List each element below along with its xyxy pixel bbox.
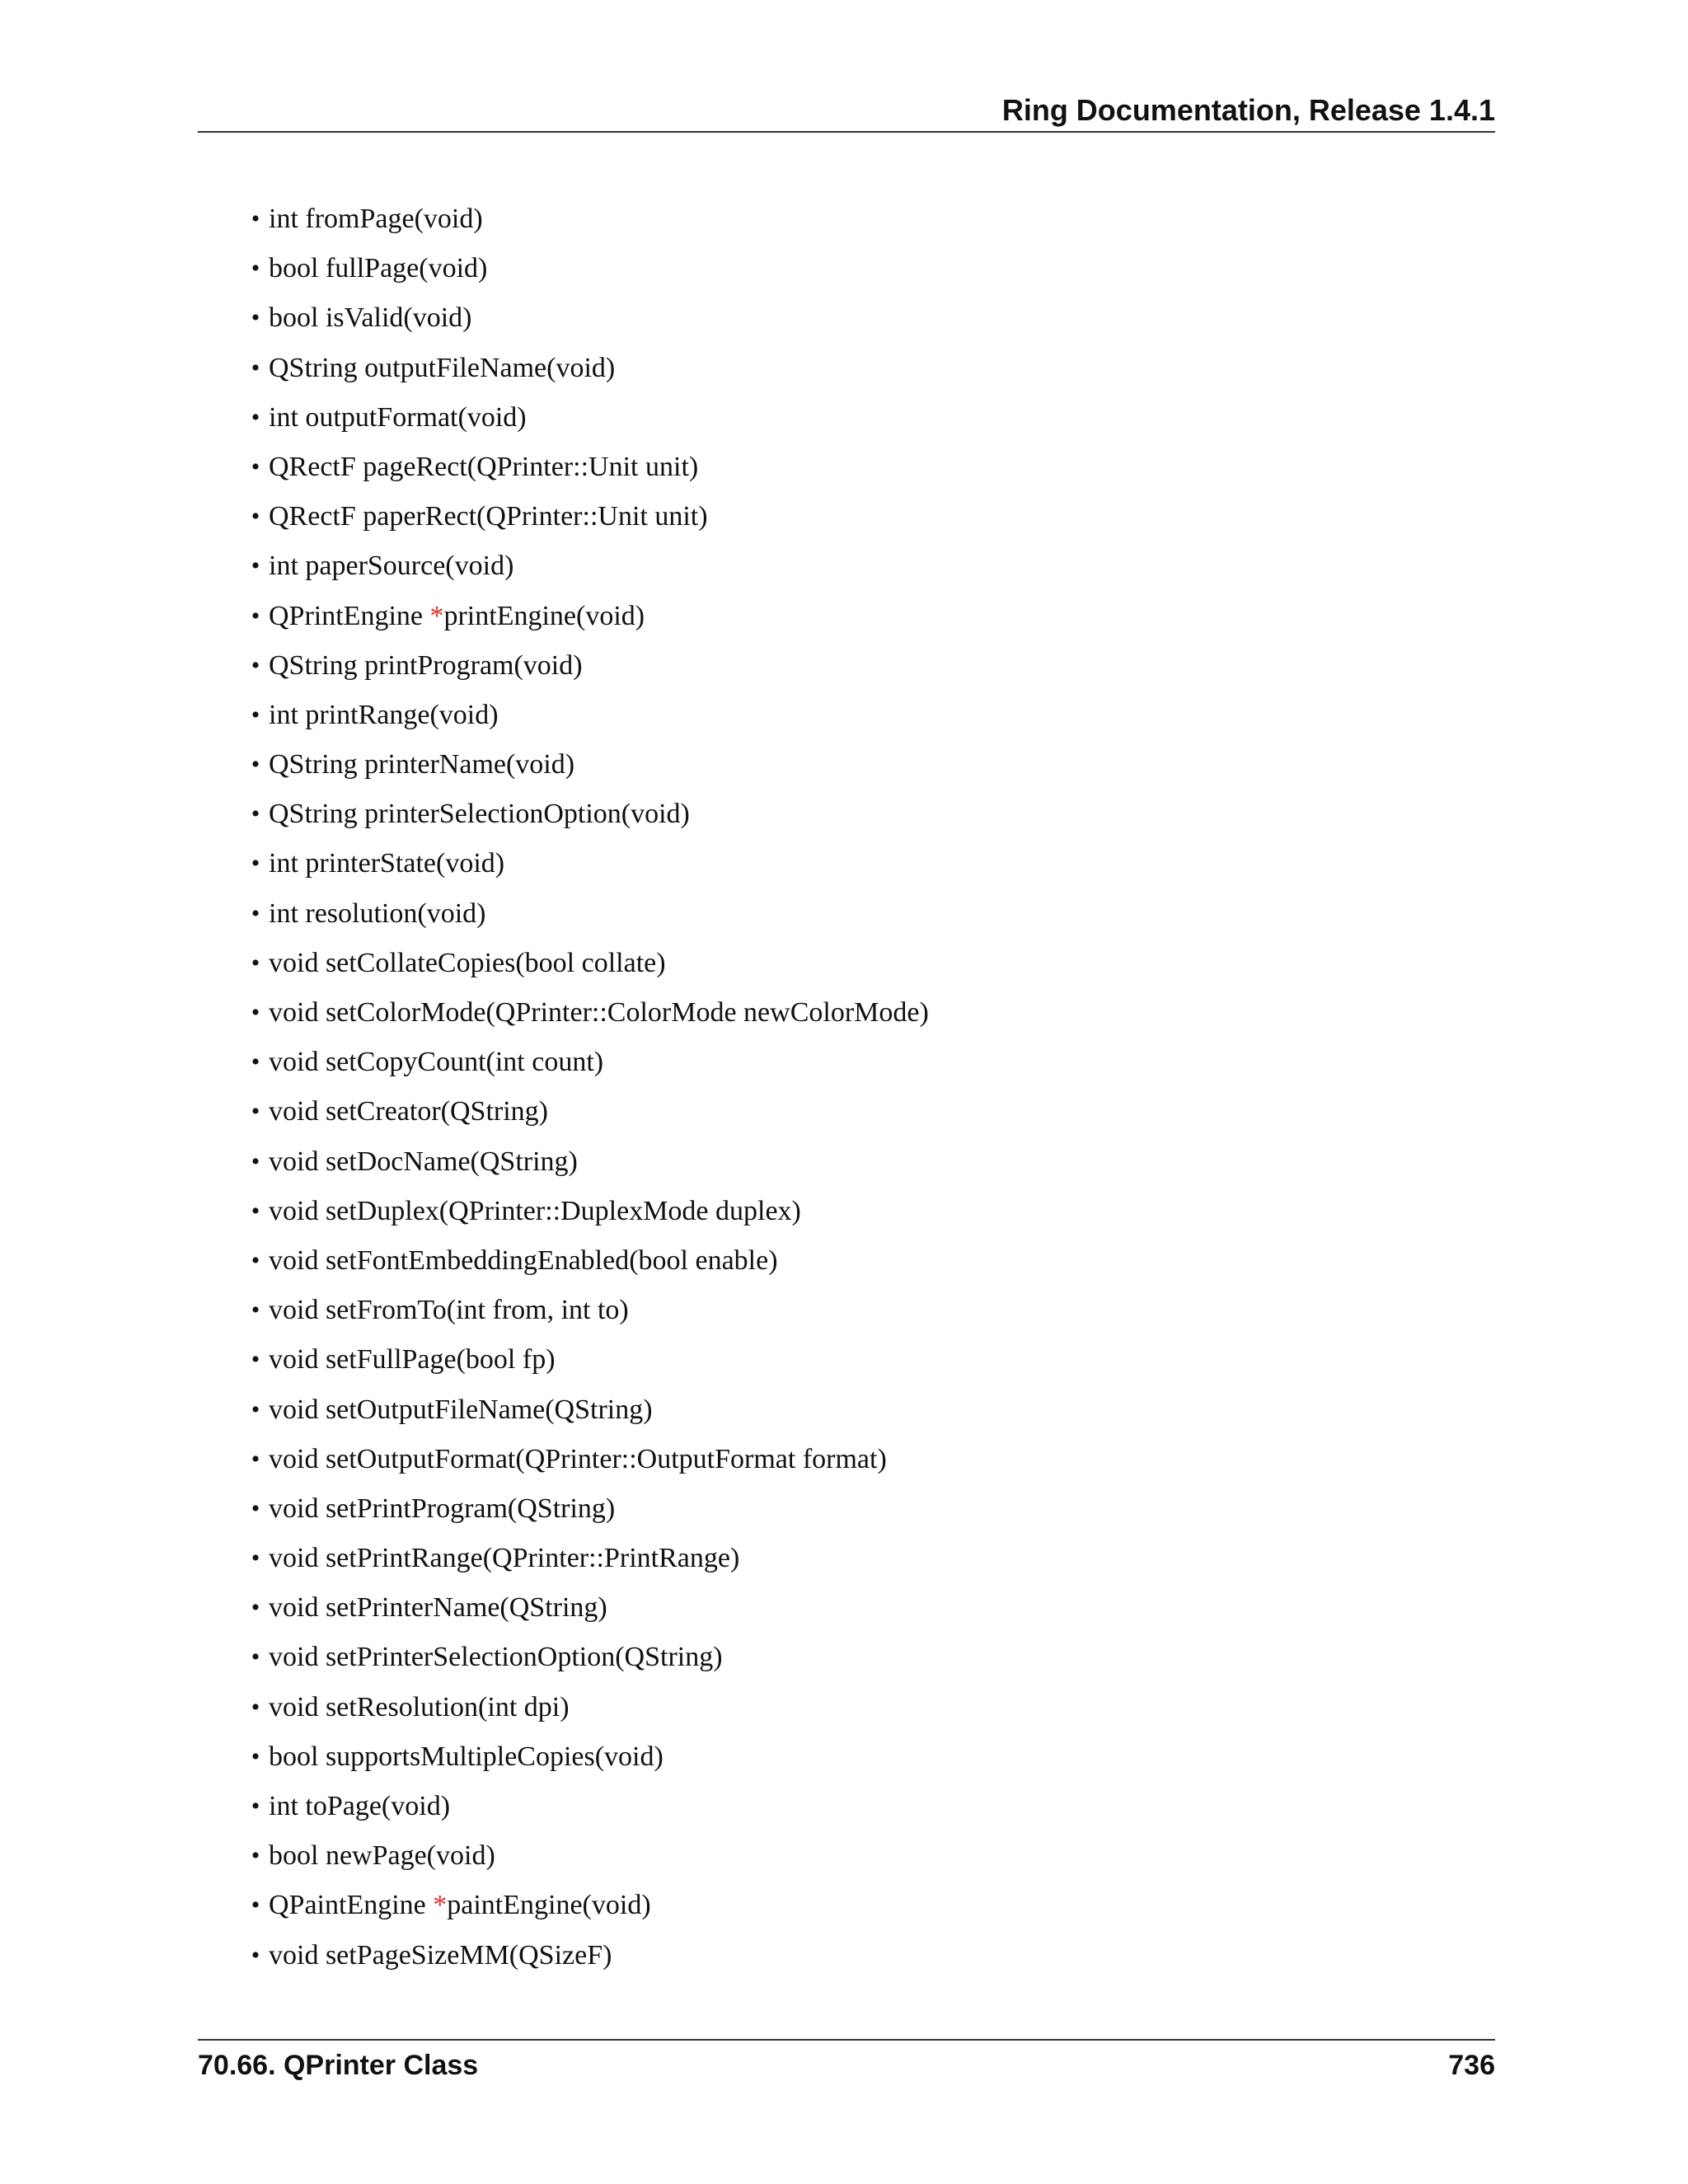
bullet-icon: • (251, 1643, 260, 1671)
bullet-icon: • (251, 899, 260, 927)
bullet-icon: • (251, 1793, 260, 1820)
signature-text: void setCollateCopies(bool collate) (269, 947, 666, 978)
method-signature (269, 1782, 450, 1831)
method-signature (269, 740, 574, 790)
method-signature (269, 1881, 651, 1930)
signature-text: int outputFormat(void) (269, 401, 527, 433)
bullet-icon: • (251, 1693, 260, 1721)
signature-text: QRectF pageRect(QPrinter::Unit unit) (269, 451, 699, 482)
bullet-icon: • (251, 1147, 260, 1175)
method-signature (269, 1831, 495, 1881)
signature-text: int paperSource(void) (269, 551, 514, 582)
bullet-icon: • (251, 800, 260, 828)
method-signature (269, 244, 487, 293)
method-signature (269, 1187, 801, 1236)
signature-text: void setPageSizeMM(QSizeF) (269, 1939, 612, 1971)
bullet-icon: • (251, 1197, 260, 1225)
method-signature (269, 790, 690, 839)
method-signature (269, 889, 485, 939)
signature-text: void setFontEmbeddingEnabled(bool enable) (269, 1244, 778, 1276)
signature-text: int printerState(void) (269, 848, 505, 879)
signature-text: int printRange(void) (269, 699, 499, 730)
bullet-icon: • (251, 304, 260, 332)
bullet-icon: • (251, 1842, 260, 1870)
signature-text: QString printerSelectionOption(void) (269, 799, 690, 830)
bullet-icon: • (251, 452, 260, 480)
signature-text: void setDocName(QString) (269, 1146, 578, 1177)
signature-text: void setFromTo(int from, int to) (269, 1295, 629, 1326)
bullet-icon: • (251, 1246, 260, 1274)
signature-text: QString outputFileName(void) (269, 352, 616, 383)
method-signature (269, 1534, 739, 1583)
signature-text: void setPrintProgram(QString) (269, 1493, 616, 1524)
method-signature (269, 1137, 578, 1187)
method-signature (269, 1732, 663, 1782)
bullet-icon: • (251, 403, 260, 431)
signature-text: QRectF paperRect(QPrinter::Unit unit) (269, 501, 708, 532)
bullet-icon: • (251, 1445, 260, 1473)
footer-section-title: 70.66. QPrinter Class (198, 2050, 479, 2081)
method-signature (269, 344, 615, 393)
signature-text: void setColorMode(QPrinter::ColorMode newColorMode) (269, 997, 929, 1028)
header-rule (198, 131, 1495, 133)
bullet-icon: • (251, 1941, 260, 1969)
bullet-icon: • (251, 1048, 260, 1076)
bullet-icon: • (251, 1544, 260, 1572)
footer-rule (198, 2039, 1495, 2041)
method-signature (269, 939, 666, 988)
bullet-icon: • (251, 999, 260, 1026)
bullet-icon: • (251, 1395, 260, 1423)
footer-page-number: 736 (1448, 2050, 1495, 2081)
signature-text: QPaintEngine (269, 1890, 434, 1921)
method-signature (269, 691, 499, 740)
method-signature (269, 1683, 570, 1732)
bullet-icon: • (251, 850, 260, 878)
method-signature (269, 839, 504, 888)
method-signature (269, 1633, 723, 1682)
method-signature (269, 1484, 615, 1534)
bullet-icon: • (251, 1296, 260, 1324)
bullet-icon: • (251, 1494, 260, 1522)
method-signature (269, 1236, 778, 1286)
bullet-icon: • (251, 1594, 260, 1622)
signature-text: QPrintEngine (269, 600, 430, 631)
method-signature (269, 492, 708, 541)
method-signature (269, 988, 929, 1038)
signature-text: QString printerName(void) (269, 749, 575, 780)
pointer-star: * (429, 600, 444, 631)
signature-text: int resolution(void) (269, 898, 486, 929)
signature-text-rest: printEngine(void) (443, 600, 645, 631)
method-signature (269, 1385, 653, 1435)
signature-text: bool fullPage(void) (269, 253, 488, 284)
bullet-icon: • (251, 1742, 260, 1770)
bullet-icon: • (251, 949, 260, 977)
bullet-icon: • (251, 751, 260, 779)
signature-text: void setResolution(int dpi) (269, 1691, 570, 1722)
signature-text: void setOutputFormat(QPrinter::OutputFormat format) (269, 1443, 887, 1474)
bullet-icon: • (251, 255, 260, 283)
signature-text: void setPrinterName(QString) (269, 1592, 607, 1624)
signature-text: bool isValid(void) (269, 302, 472, 334)
bullet-icon: • (251, 1891, 260, 1919)
method-signature (269, 541, 513, 591)
method-signature (269, 592, 645, 641)
signature-text: void setCopyCount(int count) (269, 1047, 604, 1078)
header-title: Ring Documentation, Release 1.4.1 (1001, 93, 1495, 127)
bullet-icon: • (251, 205, 260, 232)
pointer-star: * (433, 1890, 448, 1921)
signature-text: void setPrintRange(QPrinter::PrintRange) (269, 1543, 740, 1574)
signature-text: int toPage(void) (269, 1791, 451, 1821)
bullet-icon: • (251, 354, 260, 382)
method-signature (269, 1335, 556, 1385)
signature-text: void setFullPage(bool fp) (269, 1344, 556, 1376)
method-signature (269, 641, 583, 691)
method-signature (269, 1087, 548, 1137)
signature-text: bool newPage(void) (269, 1840, 495, 1872)
method-signature (269, 293, 471, 343)
bullet-icon: • (251, 503, 260, 531)
bullet-icon: • (251, 552, 260, 580)
method-signature (269, 1286, 629, 1335)
signature-text: void setDuplex(QPrinter::DuplexMode duplex) (269, 1195, 801, 1226)
bullet-icon: • (251, 701, 260, 729)
method-signature (269, 194, 483, 244)
bullet-icon: • (251, 1346, 260, 1374)
signature-text: bool supportsMultipleCopies(void) (269, 1741, 663, 1772)
signature-text: int fromPage(void) (269, 204, 483, 234)
signature-text: QString printProgram(void) (269, 649, 583, 681)
method-signature (269, 1435, 887, 1484)
bullet-icon: • (251, 602, 260, 630)
signature-text-rest: paintEngine(void) (447, 1890, 651, 1921)
method-signature (269, 1931, 612, 1980)
method-signature (269, 1583, 607, 1633)
method-signature (269, 393, 527, 443)
signature-text: void setPrinterSelectionOption(QString) (269, 1642, 723, 1673)
signature-text: void setOutputFileName(QString) (269, 1394, 653, 1425)
bullet-icon: • (251, 1098, 260, 1126)
bullet-icon: • (251, 651, 260, 679)
method-signature (269, 1038, 603, 1087)
signature-text: void setCreator(QString) (269, 1096, 548, 1127)
method-signature (269, 443, 698, 492)
